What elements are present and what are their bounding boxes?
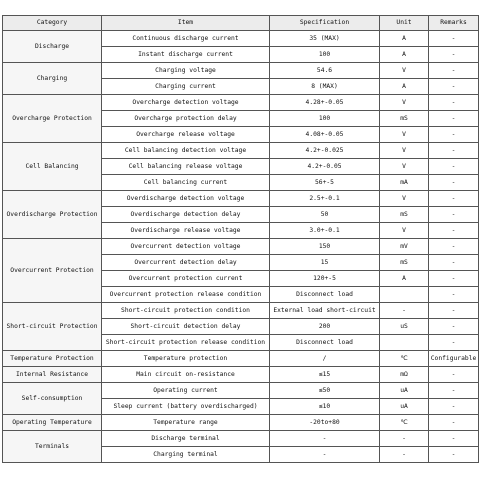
- spec-cell: 2.5+-0.1: [270, 191, 380, 207]
- item-cell: Discharge terminal: [102, 431, 270, 447]
- table-row: [3, 351, 479, 367]
- spec-cell: Disconnect load: [270, 335, 380, 351]
- item-cell: Cell balancing detection voltage: [102, 143, 270, 159]
- item-cell: Overcharge detection voltage: [102, 95, 270, 111]
- unit-cell: mS: [380, 255, 429, 271]
- unit-cell: A: [380, 31, 429, 47]
- spec-cell: -: [270, 431, 380, 447]
- unit-cell: V: [380, 95, 429, 111]
- spec-cell: 200: [270, 319, 380, 335]
- item-cell: Charging terminal: [102, 447, 270, 463]
- item-cell: Continuous discharge current: [102, 31, 270, 47]
- spec-cell: 56+-5: [270, 175, 380, 191]
- table-row: [3, 191, 479, 207]
- remarks-cell: -: [429, 431, 479, 447]
- spec-cell: 150: [270, 239, 380, 255]
- remarks-cell: -: [429, 79, 479, 95]
- item-cell: Short-circuit protection release condition: [102, 335, 270, 351]
- remarks-cell: -: [429, 255, 479, 271]
- spec-cell: 100: [270, 47, 380, 63]
- unit-cell: ℃: [380, 351, 429, 367]
- category-cell: Internal Resistance: [3, 367, 102, 383]
- item-cell: Overdischarge release voltage: [102, 223, 270, 239]
- table-row: [3, 63, 479, 79]
- header-specification: Specification: [270, 16, 380, 31]
- spec-cell: 100: [270, 111, 380, 127]
- item-cell: Cell balancing release voltage: [102, 159, 270, 175]
- table-row: [3, 431, 479, 447]
- spec-cell: 35 (MAX): [270, 31, 380, 47]
- item-cell: Overcurrent detection delay: [102, 255, 270, 271]
- remarks-cell: -: [429, 175, 479, 191]
- remarks-cell: -: [429, 207, 479, 223]
- item-cell: Overcurrent detection voltage: [102, 239, 270, 255]
- header-row: [3, 16, 479, 31]
- table-row: [3, 303, 479, 319]
- item-cell: Overdischarge detection delay: [102, 207, 270, 223]
- item-cell: Cell balancing current: [102, 175, 270, 191]
- remarks-cell: -: [429, 63, 479, 79]
- category-cell: Discharge: [3, 31, 102, 63]
- header-remarks: Remarks: [429, 16, 479, 31]
- spec-cell: 8 (MAX): [270, 79, 380, 95]
- remarks-cell: Configurable: [429, 351, 479, 367]
- item-cell: Overcurrent protection release condition: [102, 287, 270, 303]
- item-cell: Temperature range: [102, 415, 270, 431]
- spec-table: [2, 15, 479, 463]
- item-cell: Overcharge protection delay: [102, 111, 270, 127]
- spec-cell: 120+-5: [270, 271, 380, 287]
- item-cell: Overcurrent protection current: [102, 271, 270, 287]
- spec-cell: /: [270, 351, 380, 367]
- unit-cell: uA: [380, 383, 429, 399]
- remarks-cell: -: [429, 111, 479, 127]
- remarks-cell: -: [429, 415, 479, 431]
- item-cell: Temperature protection: [102, 351, 270, 367]
- remarks-cell: -: [429, 335, 479, 351]
- spec-cell: ≤50: [270, 383, 380, 399]
- unit-cell: A: [380, 271, 429, 287]
- unit-cell: mV: [380, 239, 429, 255]
- header-item: Item: [102, 16, 270, 31]
- table-row: [3, 415, 479, 431]
- remarks-cell: -: [429, 223, 479, 239]
- spec-cell: 4.2+-0.05: [270, 159, 380, 175]
- category-cell: Overcharge Protection: [3, 95, 102, 143]
- remarks-cell: -: [429, 31, 479, 47]
- remarks-cell: -: [429, 191, 479, 207]
- spec-cell: 4.28+-0.05: [270, 95, 380, 111]
- category-cell: Charging: [3, 63, 102, 95]
- spec-cell: ≤15: [270, 367, 380, 383]
- category-cell: Overcurrent Protection: [3, 239, 102, 303]
- unit-cell: uS: [380, 319, 429, 335]
- header-unit: Unit: [380, 16, 429, 31]
- spec-cell: 4.08+-0.05: [270, 127, 380, 143]
- spec-cell: 15: [270, 255, 380, 271]
- unit-cell: -: [380, 431, 429, 447]
- unit-cell: V: [380, 223, 429, 239]
- spec-cell: Disconnect load: [270, 287, 380, 303]
- remarks-cell: -: [429, 271, 479, 287]
- header-category: Category: [3, 16, 102, 31]
- category-cell: Self-consumption: [3, 383, 102, 415]
- remarks-cell: -: [429, 447, 479, 463]
- category-cell: Terminals: [3, 431, 102, 463]
- item-cell: Charging current: [102, 79, 270, 95]
- item-cell: Charging voltage: [102, 63, 270, 79]
- table-row: [3, 143, 479, 159]
- spec-cell: 50: [270, 207, 380, 223]
- remarks-cell: -: [429, 287, 479, 303]
- remarks-cell: -: [429, 303, 479, 319]
- spec-cell: 3.0+-0.1: [270, 223, 380, 239]
- category-cell: Cell Balancing: [3, 143, 102, 191]
- category-cell: Operating Temperature: [3, 415, 102, 431]
- remarks-cell: -: [429, 47, 479, 63]
- item-cell: Main circuit on-resistance: [102, 367, 270, 383]
- unit-cell: ℃: [380, 415, 429, 431]
- item-cell: Overdischarge detection voltage: [102, 191, 270, 207]
- unit-cell: [380, 335, 429, 351]
- spec-table-body: [3, 31, 479, 463]
- category-cell: Overdischarge Protection: [3, 191, 102, 239]
- remarks-cell: -: [429, 399, 479, 415]
- item-cell: Short-circuit detection delay: [102, 319, 270, 335]
- unit-cell: uA: [380, 399, 429, 415]
- remarks-cell: -: [429, 319, 479, 335]
- unit-cell: -: [380, 447, 429, 463]
- unit-cell: A: [380, 79, 429, 95]
- unit-cell: mS: [380, 207, 429, 223]
- table-row: [3, 95, 479, 111]
- unit-cell: V: [380, 143, 429, 159]
- spec-cell: -: [270, 447, 380, 463]
- table-row: [3, 239, 479, 255]
- remarks-cell: -: [429, 367, 479, 383]
- table-row: [3, 367, 479, 383]
- remarks-cell: -: [429, 127, 479, 143]
- unit-cell: V: [380, 127, 429, 143]
- unit-cell: V: [380, 191, 429, 207]
- table-row: [3, 31, 479, 47]
- remarks-cell: -: [429, 239, 479, 255]
- spec-cell: -20to+80: [270, 415, 380, 431]
- item-cell: Sleep current (battery overdischarged): [102, 399, 270, 415]
- category-cell: Short-circuit Protection: [3, 303, 102, 351]
- spec-cell: 54.6: [270, 63, 380, 79]
- unit-cell: [380, 287, 429, 303]
- unit-cell: V: [380, 63, 429, 79]
- unit-cell: mS: [380, 111, 429, 127]
- item-cell: Short-circuit protection condition: [102, 303, 270, 319]
- remarks-cell: -: [429, 95, 479, 111]
- spec-cell: External load short-circuit: [270, 303, 380, 319]
- item-cell: Instant discharge current: [102, 47, 270, 63]
- item-cell: Operating current: [102, 383, 270, 399]
- spec-cell: 4.2+-0.025: [270, 143, 380, 159]
- table-row: [3, 383, 479, 399]
- item-cell: Overcharge release voltage: [102, 127, 270, 143]
- unit-cell: A: [380, 47, 429, 63]
- remarks-cell: -: [429, 143, 479, 159]
- unit-cell: mΩ: [380, 367, 429, 383]
- remarks-cell: -: [429, 159, 479, 175]
- category-cell: Temperature Protection: [3, 351, 102, 367]
- spec-cell: ≤10: [270, 399, 380, 415]
- unit-cell: V: [380, 159, 429, 175]
- remarks-cell: -: [429, 383, 479, 399]
- unit-cell: mA: [380, 175, 429, 191]
- unit-cell: -: [380, 303, 429, 319]
